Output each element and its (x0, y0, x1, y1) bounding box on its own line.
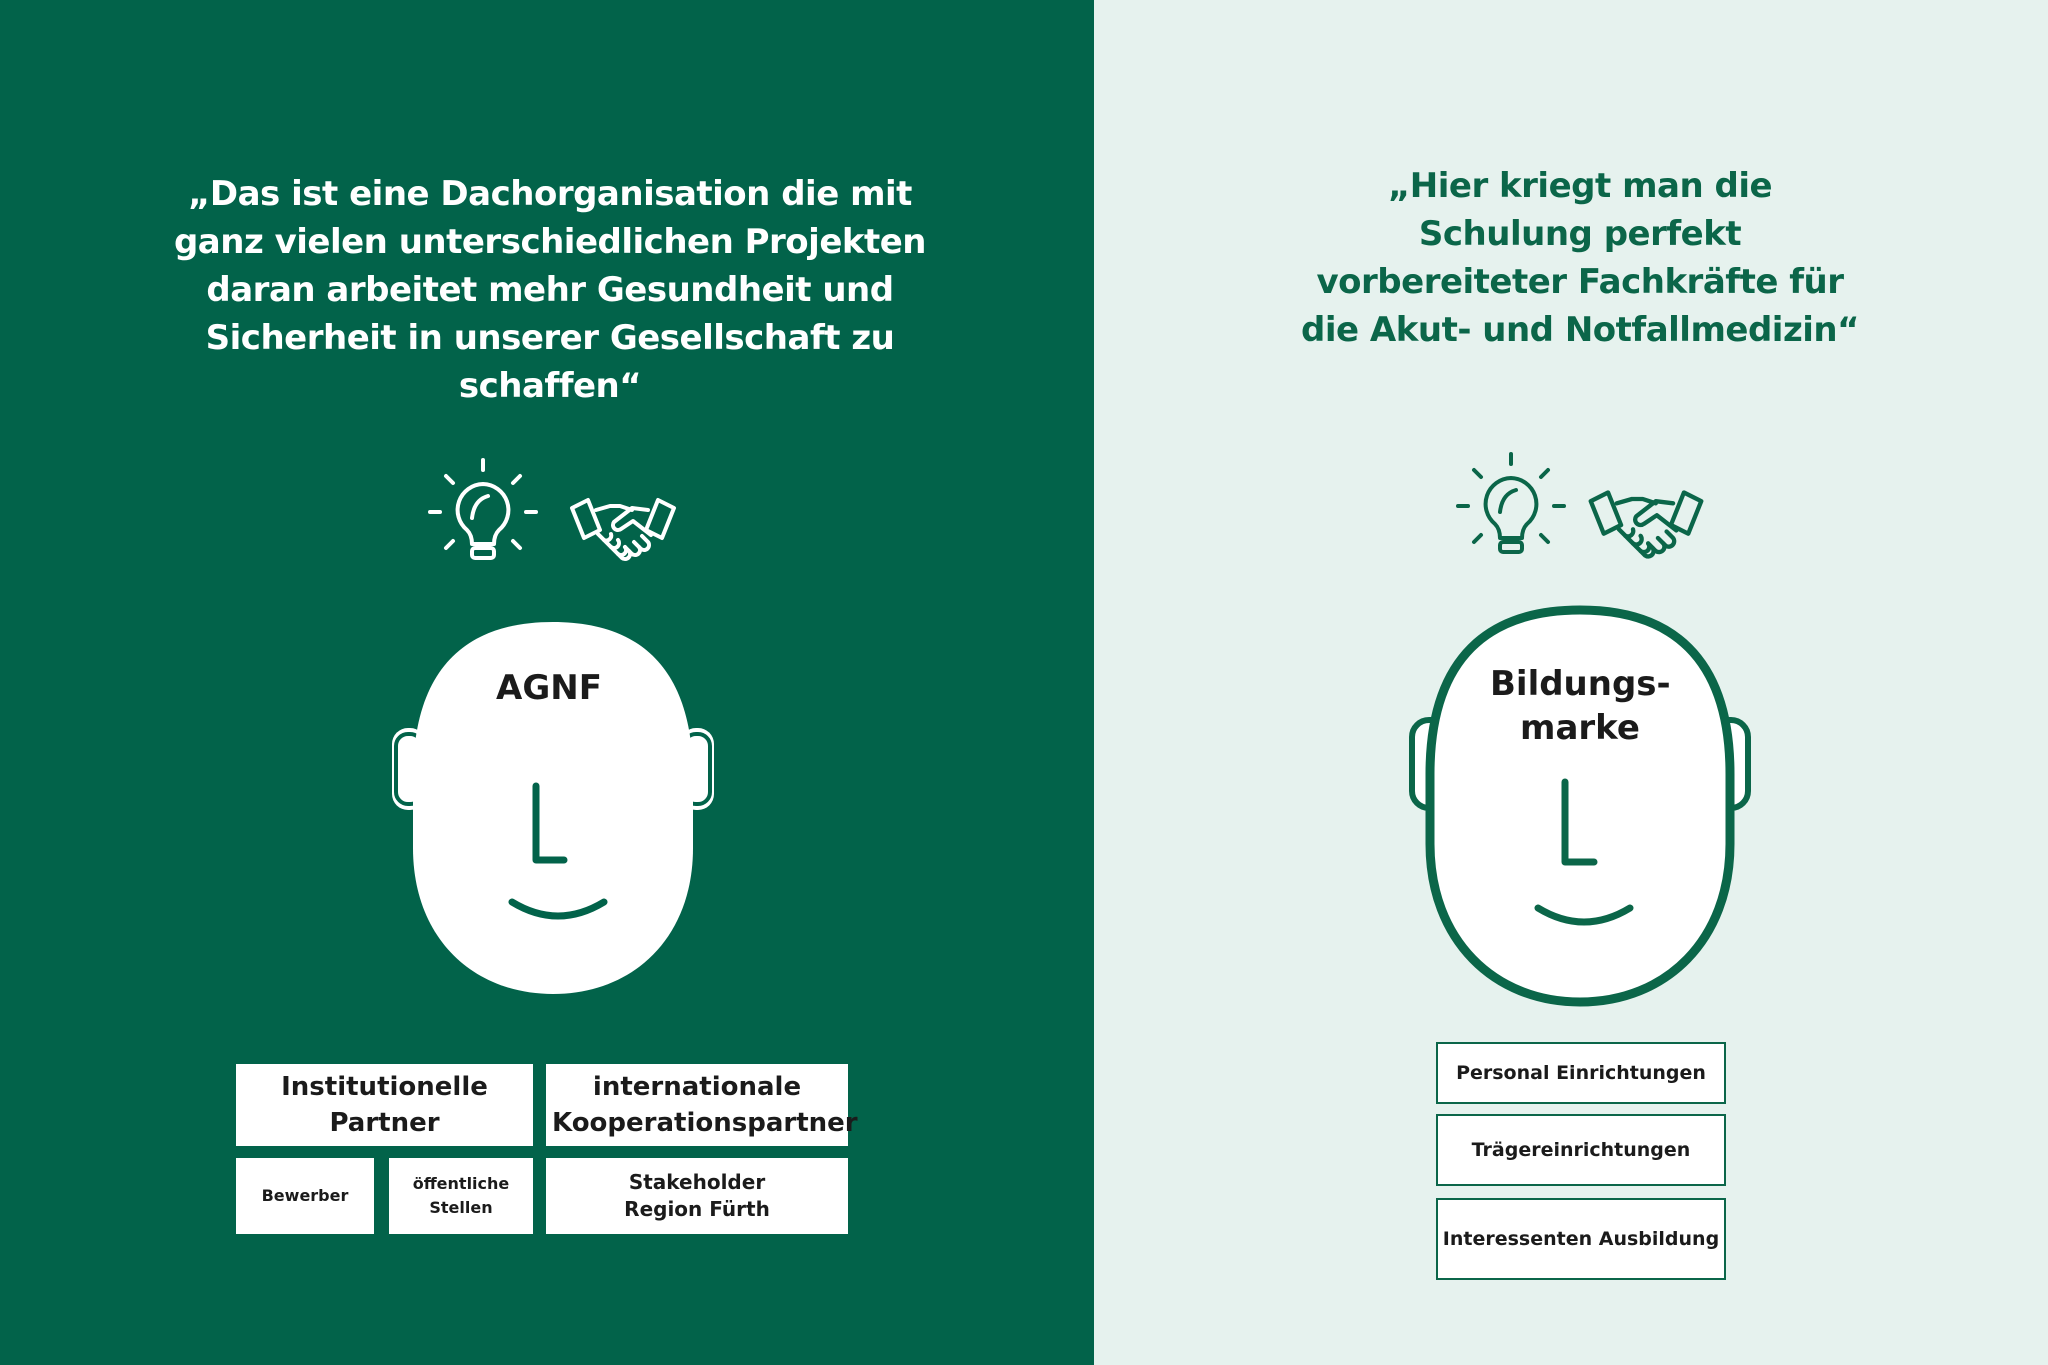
box-stakeholder-region-fuerth-label: Stakeholder Region Fürth (624, 1170, 770, 1221)
right-quote: „Hier kriegt man die Schulung perfekt vorbereiteter Fachkräfte für die Akut- und Notfallmedizin“ (1301, 166, 1859, 350)
box-institutionelle-partner-label: Institutionelle Partner (281, 1072, 488, 1138)
handshake-icon (1586, 486, 1706, 564)
box-stakeholder-region-fuerth (546, 1158, 848, 1234)
left-quote: „Das ist eine Dachorganisation die mit ganz vielen unterschiedlichen Projekten daran arbeitet mehr Gesundheit und Sicherheit in unserer Gesellschaft zu schaffen“ (173, 174, 927, 406)
lightbulb-icon (1452, 450, 1570, 568)
box-internationale-kooperationspartner-label: internationale Kooperationspartner (552, 1072, 858, 1138)
box-internationale-kooperationspartner (546, 1064, 858, 1146)
box-interessenten-ausbildung-label: Interessenten Ausbildung (1442, 1228, 1720, 1250)
box-personal-einrichtungen (1436, 1042, 1726, 1104)
box-bewerber (236, 1158, 374, 1234)
box-oeffentliche-stellen-label: öffentliche Stellen (412, 1174, 510, 1217)
box-oeffentliche-stellen (389, 1158, 533, 1234)
box-traegereinrichtungen-label: Trägereinrichtungen (1471, 1139, 1691, 1161)
box-personal-einrichtungen-label: Personal Einrichtungen (1456, 1062, 1706, 1084)
box-interessenten-ausbildung (1436, 1198, 1726, 1280)
agnf-label: AGNF (496, 668, 602, 708)
box-bewerber-label: Bewerber (261, 1186, 349, 1205)
lightbulb-icon (424, 456, 542, 574)
box-institutionelle-partner (236, 1064, 533, 1146)
handshake-icon (568, 494, 678, 566)
box-traegereinrichtungen (1436, 1114, 1726, 1186)
bildungsmarke-label: Bildungs- marke (1490, 664, 1671, 748)
